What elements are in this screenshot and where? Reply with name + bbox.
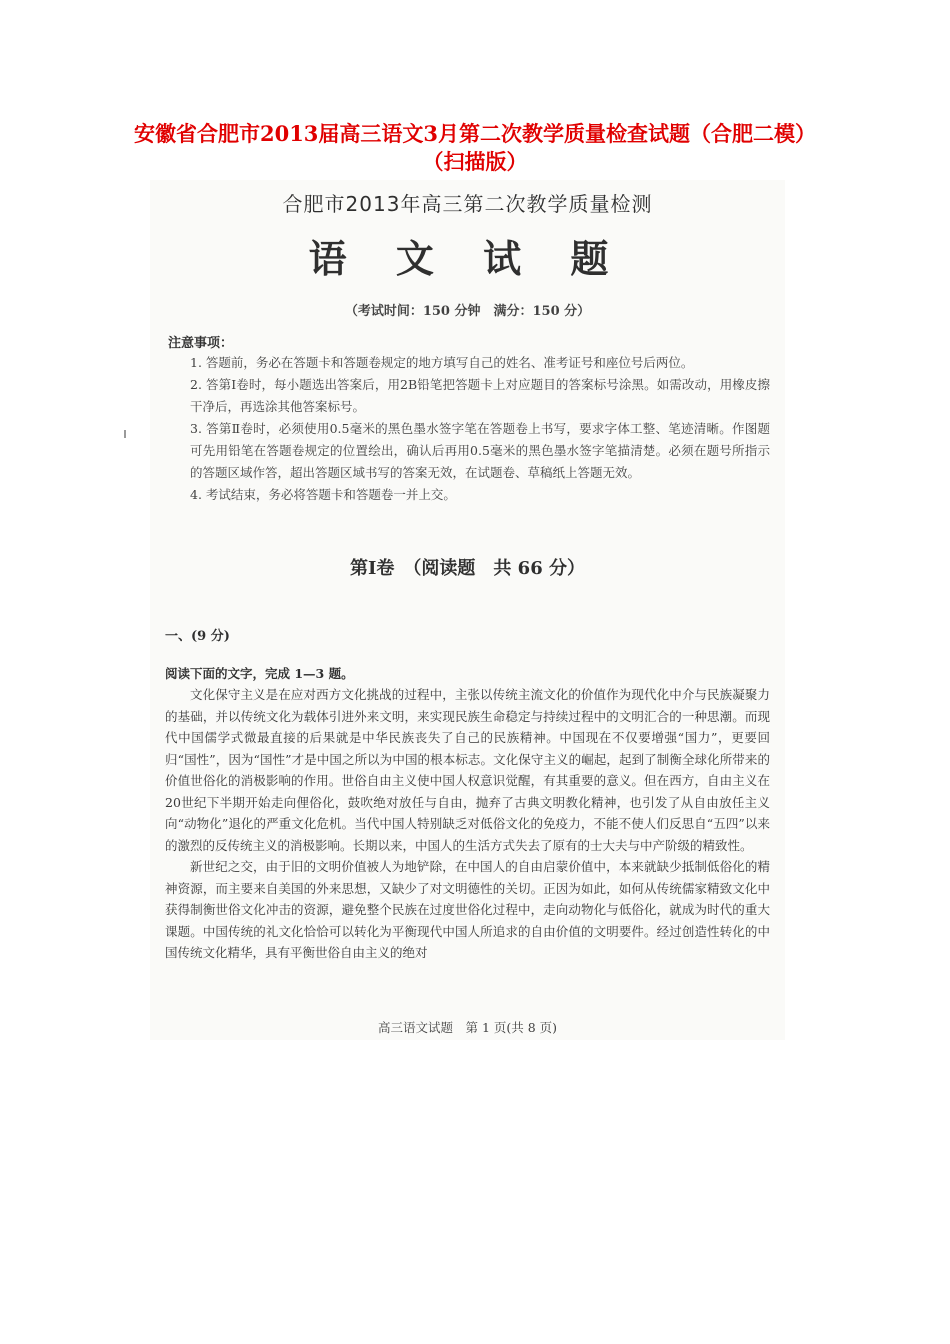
document-title: 安徽省合肥市2013届高三语文3月第二次教学质量检查试题（合肥二模）（扫描版） — [133, 121, 817, 174]
scan-mark — [124, 430, 126, 438]
exam-time-info: （考试时间：150 分钟 满分：150 分） — [344, 304, 591, 319]
page-footer: 高三语文试题 第 1 页(共 8 页) — [377, 1020, 558, 1035]
notes-title: 注意事项： — [168, 336, 234, 351]
reading-instruction: 阅读下面的文字，完成 1—3 题。 — [165, 666, 354, 681]
reading-passage — [165, 684, 770, 964]
part-title: 一、(9 分) — [165, 629, 230, 644]
note-item: 3. 答第Ⅱ卷时，必须使用0.5毫米的黑色墨水签字笔在答题卷上书写，要求字体工整、笔迹清晰。作图题可先用铅笔在答题卷规定的位置绘出，确认后再用0.5毫米的黑色墨水签字笔描清楚。必须在题号所指示的答题区域作答，超出答题区域书写的答案无效，在试题卷、草稿纸上答题无效。 — [190, 421, 770, 480]
exam-header: 合肥市2013年高三第二次教学质量检测 — [282, 192, 653, 216]
section-title: 第Ⅰ卷 （阅读题 共 66 分） — [349, 558, 585, 579]
passage-paragraph: 文化保守主义是在应对西方文化挑战的过程中，主张以传统主流文化的价值作为现代化中介与民族凝聚力的基础，并以传统文化为载体引进外来文明，来实现民族生命稳定与持续过程中的文明汇合的一种思潮。而现代中国儒学式微最直接的后果就是中华民族丧失了自己的民族精神。中国现在不仅要增强“国力”，更要回归“国性”，因为“国性”才是中国之所以为中国的根本标志。文化保守主义的崛起，起到了制衡全球化所带来的价值世俗化的消极影响的作用。世俗自由主义使中国人权意识觉醒，有其重要的意义。但在西方，自由主义在20世纪下半期开始走向俚俗化，鼓吹绝对放任与自由，抛弃了古典文明教化精神，也引发了从自由放任主义向“动物化”退化的严重文化危机。当代中国人特别缺乏对低俗文化的免疫力，不能不使人们反思自“五四”以来的激烈的反传统主义的消极影响。长期以来，中国人的生活方式失去了原有的士大夫与中产阶级的精致性。 — [165, 687, 770, 853]
passage-paragraph: 新世纪之交，由于旧的文明价值被人为地铲除，在中国人的自由启蒙价值中，本来就缺少抵制低俗化的精神资源，而主要来自美国的外来思想，又缺少了对文明德性的关切。正因为如此，如何从传统儒家精致文化中获得制衡世俗文化冲击的资源，避免整个民族在过度世俗化过程中，走向动物化与低俗化，就成为时代的重大课题。中国传统的礼文化恰恰可以转化为平衡现代中国人所追求的自由价值的文明要件。经过创造性转化的中国传统文化精华，具有平衡世俗自由主义的绝对 — [165, 859, 770, 960]
exam-subject-title: 语 文 试 题 — [308, 236, 627, 281]
notes-list — [190, 352, 770, 506]
note-item: 1. 答题前，务必在答题卡和答题卷规定的地方填写自己的姓名、准考证号和座位号后两位。 — [190, 355, 694, 370]
scanned-exam-page — [150, 180, 785, 1040]
note-item: 4. 考试结束，务必将答题卡和答题卷一并上交。 — [190, 487, 456, 502]
note-item: 2. 答第Ⅰ卷时，每小题选出答案后，用2B铅笔把答题卡上对应题目的答案标号涂黑。如需改动，用橡皮擦干净后，再选涂其他答案标号。 — [190, 377, 770, 414]
